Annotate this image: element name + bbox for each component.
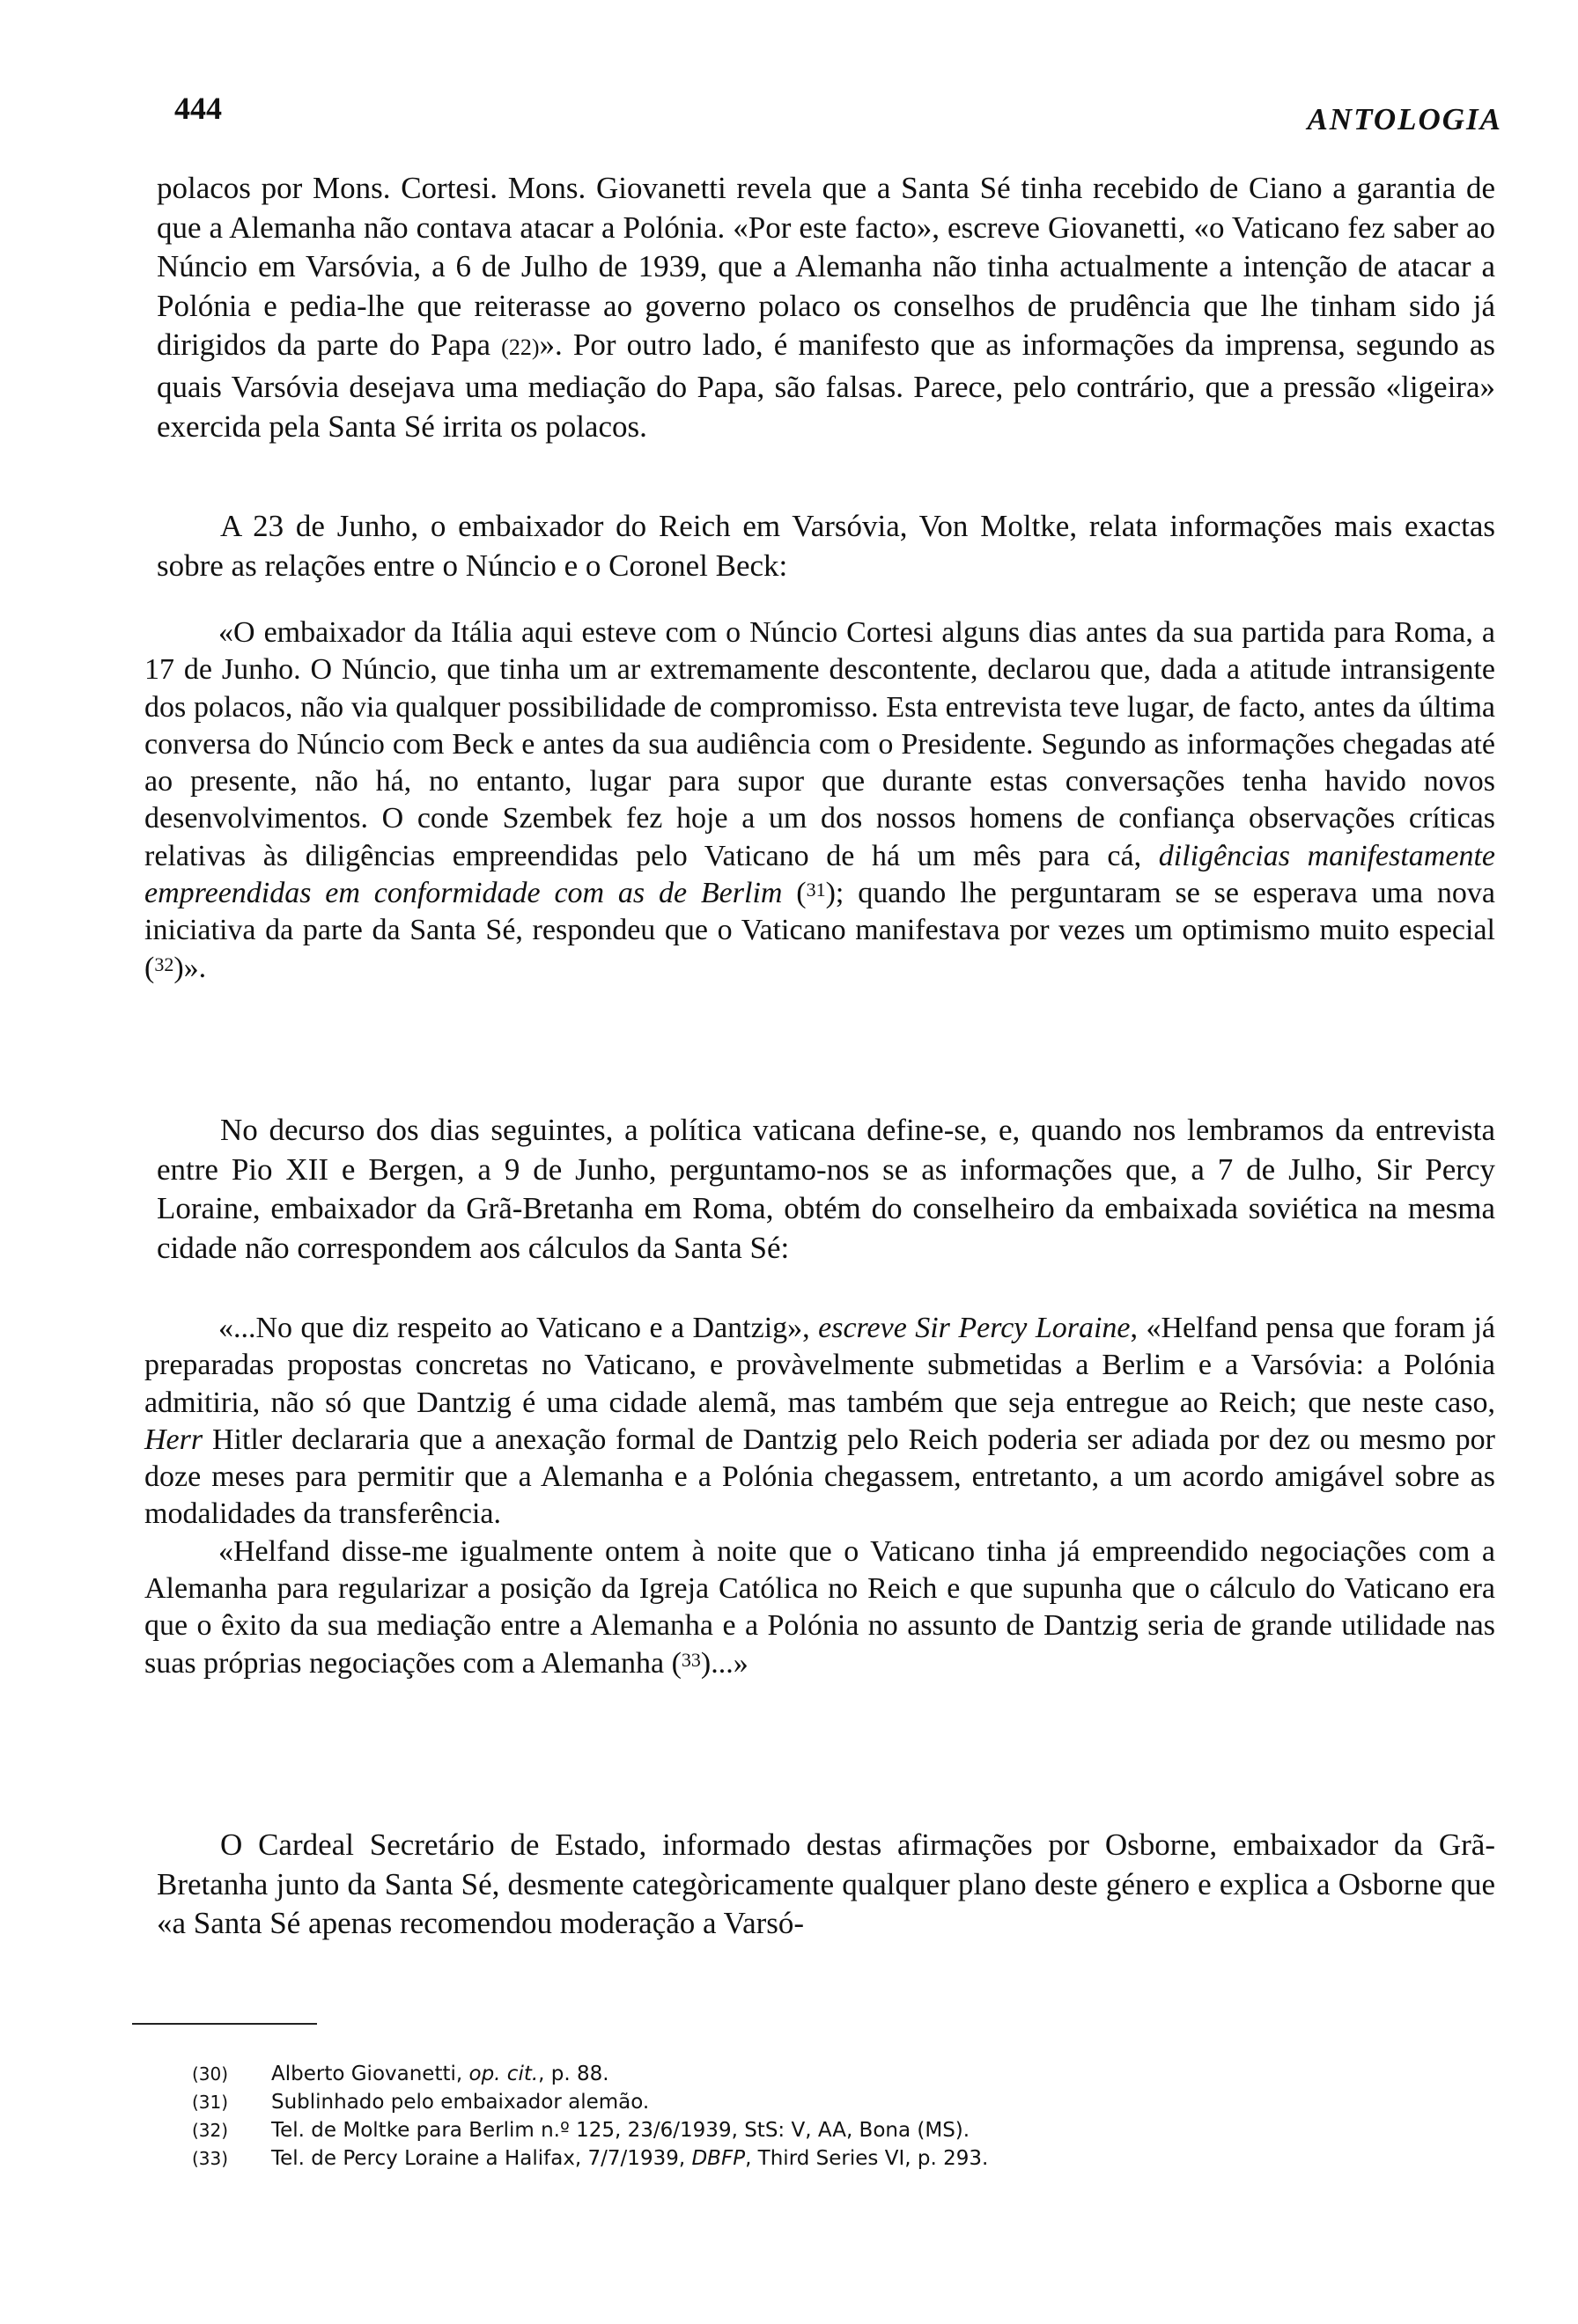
quote-moltke-end: )». <box>173 951 207 984</box>
footnote-text-part: Tel. de Percy Loraine a Halifax, 7/7/1939, <box>271 2147 692 2170</box>
quote-moltke-emphasis: diligências manifestamente empreendidas em conformidade com as de Berlim <box>144 839 1495 910</box>
running-title: ANTOLOGIA <box>1307 102 1502 136</box>
footnote-text-italic: DBFP <box>691 2147 746 2170</box>
paragraph-4 <box>157 1826 1495 1944</box>
footnote-number: (32) <box>192 2120 229 2141</box>
footnote-number: (30) <box>192 2063 229 2085</box>
footnote-ref-33: 33 <box>681 1648 701 1671</box>
quote-moltke <box>144 614 1495 987</box>
footnote-divider <box>132 2023 317 2025</box>
footnote-ref-31: 31 <box>806 879 826 901</box>
paragraph-1-text: polacos por Mons. Cortesi. Mons. Giovanetti revela que a Santa Sé tinha recebido de Ciano a garantia de que a Alemanha não contava atacar a Polónia. «Por este facto», escreve Giovanetti, «o Vaticano fez saber ao Núncio em Varsóvia, a 6 de Julho de 1939, que a Alemanha não tinha actualmente a intenção de atacar a Polónia e pedia-lhe que reiterasse ao governo polaco os conselhos de prudência que lhe tinham sido já dirigidos da parte do Papa <box>157 171 1495 363</box>
paragraph-3-text: No decurso dos dias seguintes, a política vaticana define-se, e, quando nos lembramos da entrevista entre Pio XII e Bergen, a 9 de Junho, perguntamo-nos se as informações que, a 7 de Julho, Sir Percy Loraine, embaixador da Grã-Bretanha em Roma, obtém do conselheiro da embaixada soviética na mesma cidade não correspondem aos cálculos da Santa Sé: <box>157 1113 1495 1265</box>
paragraph-1-text-cont: ». Por outro lado, é manifesto que as informações da imprensa, segundo as quais Varsóvia desejava uma mediação do Papa, são falsas. Parece, pelo contrário, que a pressão «ligeira» exercida pela Santa Sé irrita os polacos. <box>157 327 1496 444</box>
footnote-text-part: , p. 88. <box>538 2063 609 2085</box>
quote-loraine <box>144 1310 1495 1682</box>
footnote-text-part: Alberto Giovanetti, <box>271 2063 469 2085</box>
page-header <box>174 90 1502 143</box>
footnote-number: (31) <box>192 2092 229 2113</box>
footnote-ref-22: (22) <box>501 335 540 361</box>
footnote-text <box>271 2144 988 2173</box>
quote-loraine-attribution: escreve Sir Percy Loraine <box>818 1312 1131 1344</box>
footnotes <box>192 2060 1337 2173</box>
quote-loraine-text-end: Hitler declararia que a anexação formal de Dantzig pelo Reich poderia ser adiada por dez ou mesmo por doze meses para permitir que a Alemanha e a Polónia chegassem, entretanto, a um acordo amigável sobre as modalidades da transferência. <box>144 1423 1495 1531</box>
footnote-text <box>271 2060 609 2088</box>
footnote-32 <box>192 2116 1337 2144</box>
paragraph-3 <box>157 1111 1495 1268</box>
page-number: 444 <box>174 91 222 126</box>
paragraph-2-text: A 23 de Junho, o embaixador do Reich em Varsóvia, Von Moltke, relata informações mais exactas sobre as relações entre o Núncio e o Coronel Beck: <box>157 509 1495 583</box>
footnote-30 <box>192 2060 1337 2088</box>
quote-moltke-text: «O embaixador da Itália aqui esteve com o Núncio Cortesi alguns dias antes da sua partida para Roma, a 17 de Junho. O Núncio, que tinha um ar extremamente descontente, declarou que, dada a atitude intransigente dos polacos, não via qualquer possibilidade de compromisso. Esta entrevista teve lugar, de facto, antes da última conversa do Núncio com Beck e antes da sua audiência com o Presidente. Segundo as informações chegadas até ao presente, não há, no entanto, lugar para supor que durante estas conversações tenha havido novos desenvolvimentos. O conde Szembek fez hoje a um dos nossos homens de confiança observações críticas relativas às diligências empreendidas pelo Vaticano de há um mês para cá, <box>144 616 1495 872</box>
footnote-text: Tel. de Moltke para Berlim n.º 125, 23/6/1939, StS: V, AA, Bona (MS). <box>271 2119 970 2142</box>
footnote-33 <box>192 2144 1337 2173</box>
footnote-number: (33) <box>192 2148 229 2169</box>
footnote-ref-32: 32 <box>154 952 174 975</box>
quote-helfand-text: «Helfand disse-me igualmente ontem à noite que o Vaticano tinha já empreendido negociações com a Alemanha para regularizar a posição da Igreja Católica no Reich e que supunha que o cálculo do Vaticano era que o êxito da sua mediação entre a Alemanha e a Polónia no assunto de Dantzig seria de grande utilidade nas suas próprias negociações com a Alemanha ( <box>144 1534 1495 1680</box>
quote-moltke-text-cont: ); quando lhe perguntaram se se esperava uma nova iniciativa da parte da Santa Sé, respondeu que o Vaticano manifestava por vezes um optimismo muito especial ( <box>144 877 1496 984</box>
footnote-text-part: , Third Series VI, p. 293. <box>745 2147 989 2170</box>
footnote-31 <box>192 2088 1337 2116</box>
quote-loraine-herr: Herr <box>144 1423 203 1456</box>
paragraph-2 <box>157 507 1495 585</box>
paragraph-1 <box>157 169 1495 446</box>
footnote-text: Sublinhado pelo embaixador alemão. <box>271 2091 650 2114</box>
quote-loraine-text: «...No que diz respeito ao Vaticano e a Dantzig», <box>218 1312 819 1344</box>
paragraph-4-text: O Cardeal Secretário de Estado, informado destas afirmações por Osborne, embaixador da Grã-Bretanha junto da Santa Sé, desmente categòricamente qualquer plano deste género e explica a Osborne que «a Santa Sé apenas recomendou moderação a Varsó- <box>157 1828 1495 1941</box>
quote-moltke-punct: ( <box>782 877 807 910</box>
quote-loraine-text-cont: , «Helfand pensa que foram já preparadas propostas concretas no Vaticano, e provàvelmente submetidas a Berlim e a Varsóvia: a Polónia admitiria, não só que Dantzig é uma cidade alemã, mas também que seja entregue ao Reich; que neste caso, <box>144 1312 1496 1419</box>
quote-helfand-end: )...» <box>700 1646 748 1680</box>
footnote-text-italic: op. cit. <box>468 2063 539 2085</box>
